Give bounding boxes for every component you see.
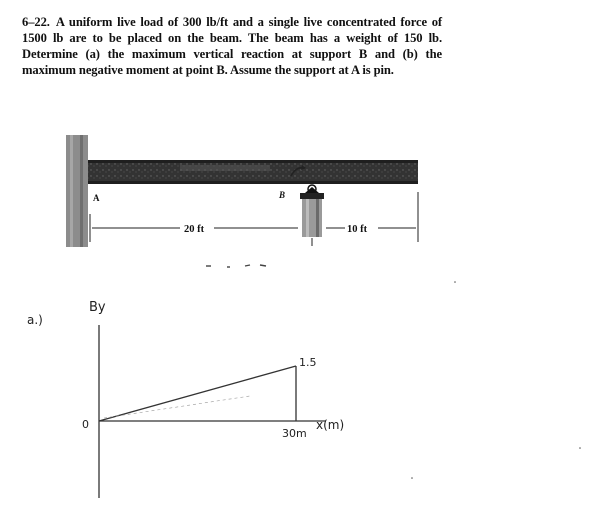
scan-marks <box>206 265 266 267</box>
dim-right: 10 ft <box>347 224 368 235</box>
part-label: a.) <box>27 313 43 327</box>
dimension-line <box>90 192 418 246</box>
wall-support-a <box>66 135 88 247</box>
influence-line <box>99 366 296 421</box>
peak-value-label: 1.5 <box>299 356 317 369</box>
dim-left: 20 ft <box>184 224 205 235</box>
x-axis-label: x(m) <box>316 418 345 432</box>
y-axis-label: By <box>89 300 106 315</box>
label-b: B <box>279 190 286 200</box>
origin-label: 0 <box>82 418 89 431</box>
influence-line-sketch <box>99 325 326 498</box>
problem-text: A uniform live load of 300 lb/ft and a single live concentrated force of 1500 lb are to be placed on the beam. The beam has a weight of 150 lb. Determine (a) the maximum vertical reaction at support B and (b) the maximum negative moment at point B. Assume the support at A is pin. <box>22 15 442 77</box>
label-a: A <box>93 193 100 203</box>
x-tick-label: 30m <box>282 427 307 440</box>
problem-number: 6–22. <box>22 15 50 29</box>
beam <box>88 160 418 184</box>
